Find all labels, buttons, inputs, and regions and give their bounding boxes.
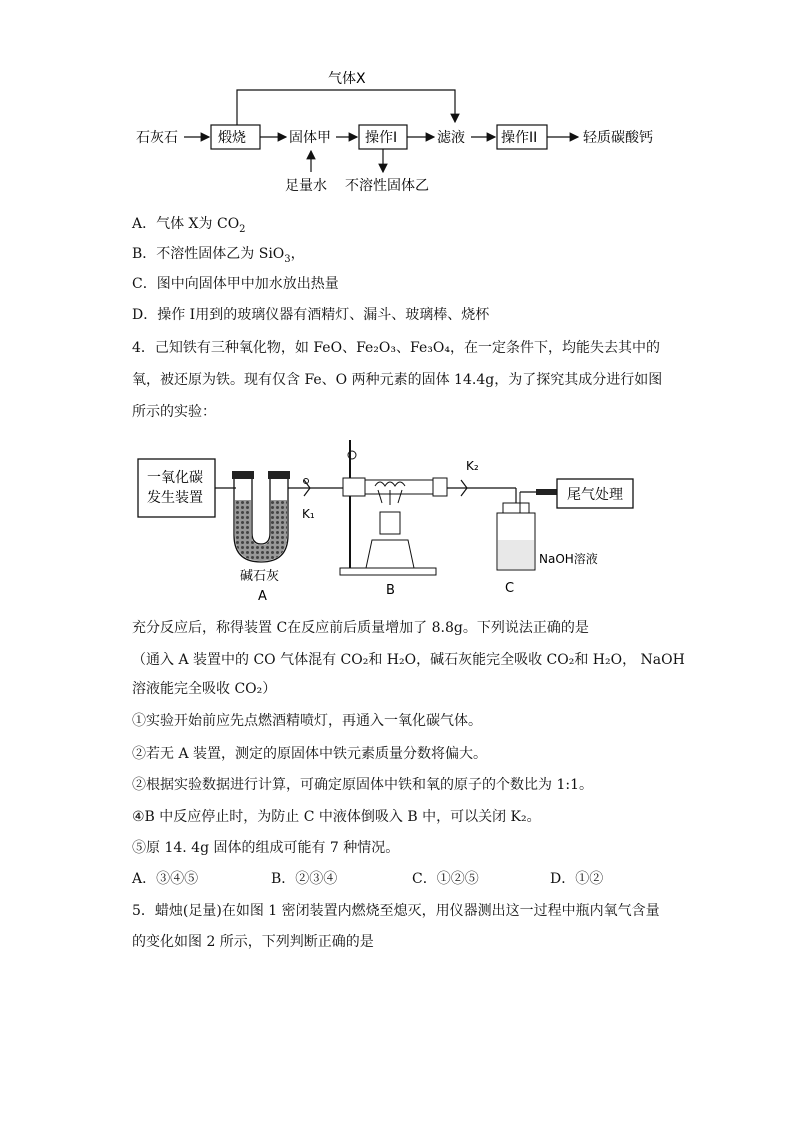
option-a-text: A．气体 X为 CO <box>132 216 240 232</box>
q4-line3: 所示的实验： <box>132 404 216 420</box>
option-b-text: B．不溶性固体乙为 SiO <box>132 246 285 262</box>
op2-label: 操作II <box>501 130 538 146</box>
statement-1: ①实验开始前应先点燃酒精喷灯，再通入一氧化碳气体。 <box>132 713 482 729</box>
k1-label: K₁ <box>302 507 315 521</box>
statement-3: ②根据实验数据进行计算，可确定原固体中铁和氧的原子的个数比为 1:1。 <box>132 777 593 793</box>
reaction-tube-b <box>340 440 447 575</box>
label-c: C <box>505 581 515 596</box>
statement-4: ④B 中反应停止时，为防止 C 中液体倒吸入 B 中，可以关闭 K₂。 <box>132 809 541 825</box>
option-b-sub: 3 <box>284 253 291 265</box>
option-b-tail: ， <box>290 246 305 262</box>
option-a-sub: 2 <box>239 223 246 235</box>
q4-option-a: A．③④⑤ <box>132 871 199 887</box>
label-a: A <box>258 589 267 602</box>
q4-line1: 4．己知铁有三种氧化物，如 FeO、Fe₂O₃、Fe₃O₄，在一定条件下，均能失去其中的 <box>132 340 660 356</box>
op1-label: 操作I <box>365 130 398 146</box>
option-d: D．操作 I用到的玻璃仪器有酒精灯、漏斗、玻璃棒、烧杯 <box>132 307 490 323</box>
process-flowchart <box>0 60 794 260</box>
filtrate-label: 滤液 <box>437 130 465 146</box>
statement-5: ⑤原 14. 4g 固体的组成可能有 7 种情况。 <box>132 840 400 856</box>
co-generator-text2: 发生装置 <box>147 490 203 506</box>
limestone-label: 石灰石 <box>136 130 178 146</box>
u-tube-a <box>232 471 290 562</box>
q5-line2: 的变化如图 2 所示，下列判断正确的是 <box>132 934 374 950</box>
option-c: C．图中向固体甲中加水放出热量 <box>132 276 339 292</box>
statement-2: ②若无 A 装置，测定的原固体中铁元素质量分数将偏大。 <box>132 746 488 762</box>
solid-b-label: 不溶性固体乙 <box>345 178 429 194</box>
q4-option-c: C．①②⑤ <box>412 871 479 887</box>
option-a <box>132 214 246 240</box>
co-generator-text1: 一氧化碳 <box>147 470 203 486</box>
apparatus-diagram <box>0 432 794 602</box>
product-label: 轻质碳酸钙 <box>583 130 653 146</box>
solid-a-label: 固体甲 <box>289 130 331 146</box>
option-b <box>132 244 305 270</box>
k2-label: K₂ <box>466 459 479 473</box>
q4-option-d: D．①② <box>550 871 604 887</box>
tail-gas-label: 尾气处理 <box>567 487 623 503</box>
gas-x-label: 气体X <box>328 71 366 87</box>
q4-note1: （通入 A 装置中的 CO 气体混有 CO₂和 H₂O，碱石灰能完全吸收 CO₂和 H₂O， NaOH <box>132 652 685 668</box>
soda-lime-label: 碱石灰 <box>240 569 280 584</box>
q5-line1: 5．蜡烛(足量)在如图 1 密闭装置内燃烧至熄灭，用仪器测出这一过程中瓶内氧气含量 <box>132 903 660 919</box>
q4-option-b: B．②③④ <box>271 871 338 887</box>
water-label: 足量水 <box>285 178 327 194</box>
q4-line2: 氧，被还原为铁。现有仅含 Fe、O 两种元素的固体 14.4g，为了探究其成分进行如图 <box>132 372 663 388</box>
naoh-label: NaOH溶液 <box>539 552 598 566</box>
co-generator-box <box>138 459 215 517</box>
calcine-label: 煅烧 <box>218 130 246 146</box>
q4-after: 充分反应后，称得装置 C在反应前后质量增加了 8.8g。下列说法正确的是 <box>132 620 589 636</box>
q4-note2: 溶液能完全吸收 CO₂） <box>132 681 277 697</box>
label-b: B <box>386 583 395 598</box>
